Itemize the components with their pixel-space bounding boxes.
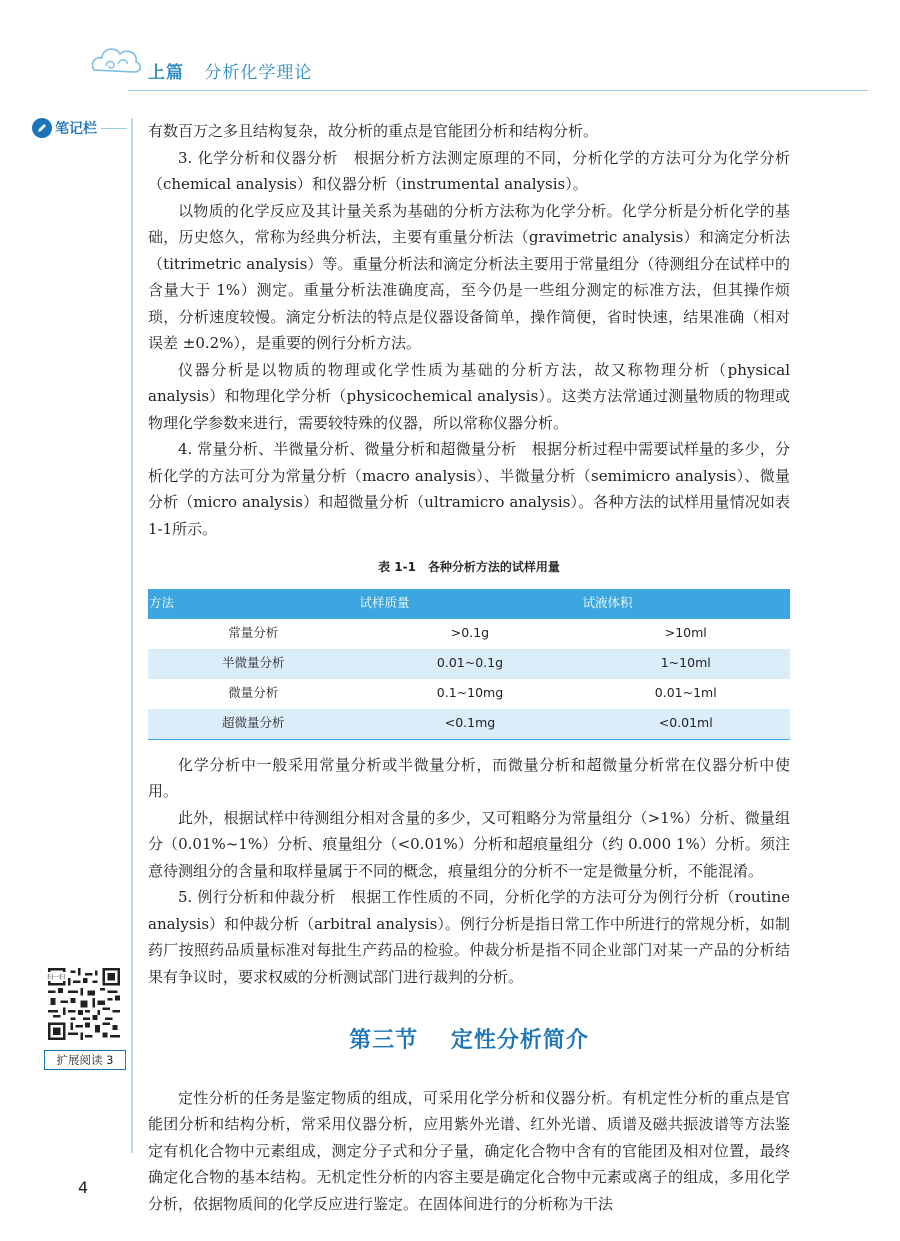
table-cell: 0.01~0.1g	[358, 649, 581, 679]
paragraph: 定性分析的任务是鉴定物质的组成，可采用化学分析和仪器分析。有机定性分析的重点是官能团分析和结构分析，常采用仪器分析，应用紫外光谱、红外光谱、质谱及磁共振波谱等方法鉴定有机化合物中元素组成，测定分子式和分子量，确定化合物中含有的官能团及相对位置，最终确定化合物的基本结构。无机定性分析的内容主要是确定化合物中元素或离子的组成，多用化学分析，依据物质间的化学反应进行鉴定。在固体间进行的分析称为干法	[148, 1088, 790, 1213]
sample-amount-table	[148, 589, 790, 740]
table-row	[148, 619, 790, 649]
section-heading	[148, 1028, 790, 1055]
note-column-label: 笔记栏	[55, 121, 97, 137]
table-cell: >0.1g	[450, 625, 490, 641]
paragraph: 5. 例行分析和仲裁分析 根据工作性质的不同，分析化学的方法可分为例行分析（routine analysis）和仲裁分析（arbitral analysis）。例行分析是指日常工作中所进行的常规分析，如制药厂按照药品质量标准对每批生产药品的检验。仲裁分析是指不同企业部门对某一产品的分析结果有争议时，要求权威的分析测试部门进行裁判的分析。	[148, 888, 790, 986]
pencil-icon	[32, 118, 52, 138]
qr-scan-tag: 扫一扫	[47, 974, 66, 981]
paragraph: 化学分析中一般采用常量分析或半微量分析，而微量分析和超微量分析常在仪器分析中使用。	[148, 755, 790, 800]
header-divider	[128, 90, 868, 91]
header-title: 分析化学理论	[204, 63, 313, 83]
table-cell: 半微量分析	[148, 649, 358, 679]
table-cell: <0.1mg	[358, 709, 581, 740]
table-cell: 0.1~10mg	[436, 685, 504, 701]
table-row	[148, 679, 790, 709]
table-cell: 0.01~1ml	[654, 685, 717, 701]
header-part: 上篇	[148, 63, 184, 83]
paragraph: 此外，根据试样中待测组分相对含量的多少，又可粗略分为常量组分（>1%）分析、微量组分（0.01%~1%）分析、痕量组分（<0.01%）分析和超痕量组分（约 0.000 1%）分析。须注意待测组分的含量和取样量属于不同的概念，痕量组分的分析不一定是微量分析，不能混淆。	[148, 808, 790, 880]
paragraph: 以物质的化学反应及其计量关系为基础的分析方法称为化学分析。化学分析是分析化学的基础，历史悠久，常称为经典分析法，主要有重量分析法（gravimetric analysis）和滴定分析法（titrimetric analysis）等。重量分析法和滴定分析法主要用于常量组分（待测组分在试样中的含量大于 1%）测定。重量分析法准确度高，至今仍是一些组分测定的标准方法，但其操作烦琐，分析速度较慢。滴定分析法的特点是仪器设备简单，操作简便，省时快速，结果准确（相对误差 ±0.2%），是重要的例行分析方法。	[148, 201, 790, 352]
paragraph: 仪器分析是以物质的物理或化学性质为基础的分析方法，故又称物理分析（physical analysis）和物理化学分析（physicochemical analysis）。这类方法常通过测量物质的物理或物理化学参数来进行，需要较特殊的仪器，所以常称仪器分析。	[148, 360, 790, 432]
table-cell: 1~10ml	[581, 649, 790, 679]
table-cell: <0.01ml	[581, 709, 790, 740]
table-caption: 表 1-1 各种分析方法的试样用量	[378, 560, 560, 574]
table-cell: 超微量分析	[148, 709, 358, 740]
table-row	[148, 649, 790, 679]
section-title: 定性分析简介	[450, 1028, 589, 1053]
paragraph: 4. 常量分析、半微量分析、微量分析和超微量分析 根据分析过程中需要试样量的多少，分析化学的方法可分为常量分析（macro analysis）、半微量分析（semimicro analysis）、微量分析（micro analysis）和超微量分析（ultramicro analysis）。各种方法的试样用量情况如表 1-1所示。	[148, 440, 790, 538]
paragraph-continued: 有数百万之多且结构复杂，故分析的重点是官能团分析和结构分析。	[148, 122, 599, 140]
table-header-cell: 试样质量	[358, 589, 581, 619]
main-content	[148, 118, 790, 1217]
table-cell: 微量分析	[228, 685, 279, 701]
margin-rule	[131, 118, 133, 1153]
table-header-row	[148, 589, 790, 619]
page-number: 4	[78, 1178, 89, 1197]
table-row	[148, 709, 790, 740]
note-column-tag	[32, 118, 127, 138]
after-table-block	[148, 752, 790, 991]
running-header	[148, 58, 312, 83]
table-cell: >10ml	[664, 625, 707, 641]
section-number: 第三节	[349, 1028, 419, 1053]
paragraph: 3. 化学分析和仪器分析 根据分析方法测定原理的不同，分析化学的方法可分为化学分析（chemical analysis）和仪器分析（instrumental analysis）。	[148, 148, 790, 193]
note-tag-dash	[101, 128, 127, 129]
cloud-ornament-icon	[88, 40, 144, 80]
page-header	[0, 0, 900, 100]
table-header-cell: 方法	[148, 589, 358, 619]
table-cell: 常量分析	[228, 625, 279, 641]
table-header-cell: 试液体积	[581, 589, 790, 619]
extended-reading-label: 扩展阅读 3	[44, 1050, 126, 1070]
